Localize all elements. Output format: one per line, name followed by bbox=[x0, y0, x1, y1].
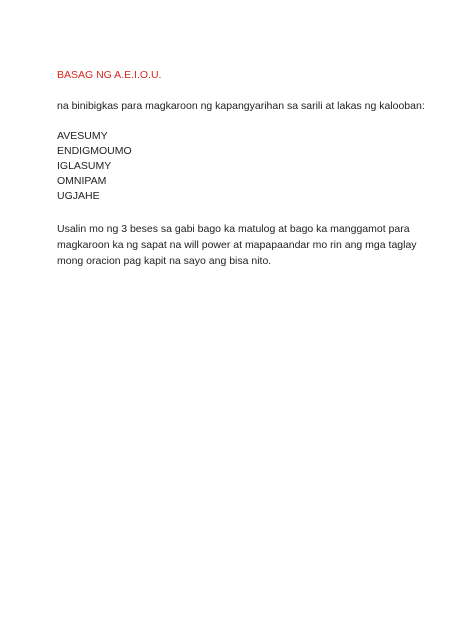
incantation-word: ENDIGMOUMO bbox=[57, 145, 132, 157]
document-body bbox=[57, 68, 427, 269]
incantation-word: IGLASUMY bbox=[57, 160, 112, 172]
incantation-word: OMNIPAM bbox=[57, 175, 107, 187]
instructions-paragraph: Usalin mo ng 3 beses sa gabi bago ka matulog at bago ka manggamot para magkaroon ka ng sapat na will power at mapapaandar mo rin ang mga taglay mong oracion pag kapit na sayo ang bisa nito. bbox=[57, 223, 417, 267]
incantation-word: AVESUMY bbox=[57, 130, 108, 142]
incantation-word-list bbox=[57, 129, 427, 204]
incantation-word: UGJAHE bbox=[57, 190, 100, 202]
document-title: BASAG NG A.E.I.O.U. bbox=[57, 69, 162, 81]
intro-paragraph: na binibigkas para magkaroon ng kapangyarihan sa sarili at lakas ng kalooban: bbox=[57, 100, 425, 112]
